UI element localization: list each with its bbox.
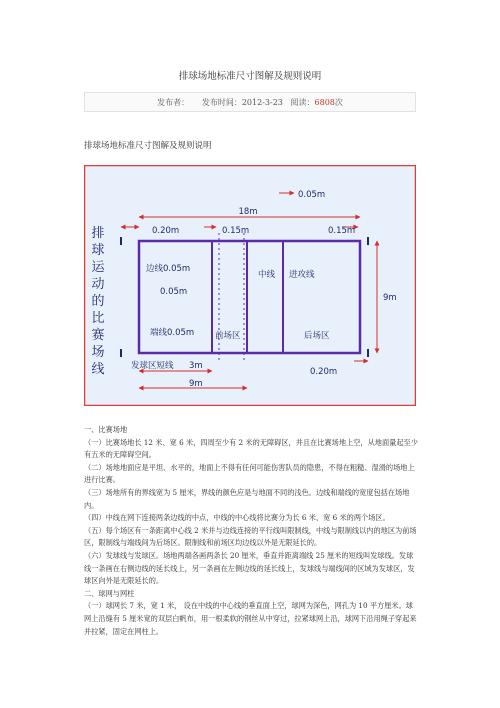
rules-paragraph: （三）场地所有的界线宽为 5 厘米，界线的颜色应是与地面不同的浅色。边线和端线的宽度包括在场地内。 [84, 487, 410, 510]
article-title: 排球场地标准尺寸图解及规则说明 [178, 71, 322, 82]
centerline-label: 中线 [258, 270, 276, 280]
rules-paragraph: （二）场地地面应是平坦、水平的，地面上不得有任何可能伤害队员的隐患，不得在粗糙、湿滑的场地上进行比赛。 [84, 462, 415, 485]
endline-label: 端线0.05m [150, 328, 195, 338]
width-label: 9m [383, 293, 397, 303]
side-char: 线 [91, 362, 105, 377]
serve-line-label: 发球区短线 [131, 361, 174, 371]
side-char: 球 [91, 243, 105, 258]
side-char: 动 [91, 277, 105, 292]
side-char: 场 [91, 345, 105, 360]
dim-0-15-top-label: 0.15m [222, 226, 250, 236]
rules-heading: 二、球网与网柱 [84, 588, 135, 598]
rules-paragraph: （一）球网长 7 米，宽 1 米， 设在中线的中心线的垂直面上空，球网为深色，网孔为 10 平方厘米。球网上沿缝有 5 厘米宽的双层白帆布，用一根柔软的钢丝从中穿过，拉紧球网上沿，球网下沿用绳子穿起来并拉紧，固定在网柱上。 [84, 601, 417, 636]
views-count: 6808 [314, 98, 335, 107]
side-char: 比 [91, 311, 105, 326]
length-label: 18m [238, 207, 258, 217]
dim-0-05-mid-label: 0.05m [160, 287, 188, 297]
dim-3m-label: 3m [189, 361, 203, 371]
rules-paragraph: （一）比赛场地长 12 米、宽 6 米，四周至少有 2 米的无障碍区，并且在比赛场地上空，从地面量起至少有五米的无障碍空间。 [84, 437, 418, 460]
dim-0-20-bottom-label: 0.20m [310, 367, 338, 377]
views-label: 阅读： [290, 98, 315, 107]
court-diagram [84, 165, 416, 406]
publish-time: 2012-3-23 [241, 98, 283, 107]
article-subtitle: 排球场地标准尺寸图解及规则说明 [84, 141, 212, 151]
dim-9m-bottom-label: 9m [189, 379, 203, 389]
side-char: 排 [91, 226, 105, 241]
rules-heading: 一、比赛场地 [84, 425, 128, 434]
publish-time-label: 发布时间： [201, 98, 242, 107]
court-diagram-svg [84, 165, 416, 406]
rules-paragraph: （五）每个场区有一条距离中心线 2 米并与边线连接的平行线叫限制线，中线与限制线以内的地区为前场区，限制线与端线间为后场区。限制线和前场区均边线以外是无限延长的。 [84, 525, 417, 548]
side-char: 的 [91, 294, 105, 309]
back-zone-label: 后场区 [304, 331, 330, 341]
front-zone-label: 前场区 [215, 331, 241, 341]
side-char: 赛 [91, 328, 105, 343]
views-unit: 次 [334, 98, 343, 107]
dim-0-05-top-label: 0.05m [298, 190, 326, 200]
article-meta [84, 92, 416, 112]
dim-0-20-top-label: 0.20m [152, 226, 180, 236]
side-char: 运 [91, 260, 105, 275]
publisher-label: 发布者： [157, 98, 190, 107]
vertical-title [91, 225, 105, 377]
sideline-label: 边线0.05m [146, 264, 191, 274]
dim-0-15-right-label: 0.15m [328, 226, 356, 236]
attackline-label: 进攻线 [289, 270, 315, 280]
rules-text [84, 424, 420, 638]
rules-paragraph: （四）中线在网下连接两条边线的中点，中线的中心线将比赛分为长 6 米，宽 6 米的两个场区。 [84, 513, 390, 523]
rules-paragraph: （六）发球线与发球区。场地两端各画两条长 20 厘米，垂直并距离端线 25 厘米的短线叫发球线。发球线一条画在右侧边线的延长线上，另一条画在左侧边线的延长线上，发球线与端线间的区域为发球区，发球区向外是无限延长的。 [84, 550, 415, 586]
